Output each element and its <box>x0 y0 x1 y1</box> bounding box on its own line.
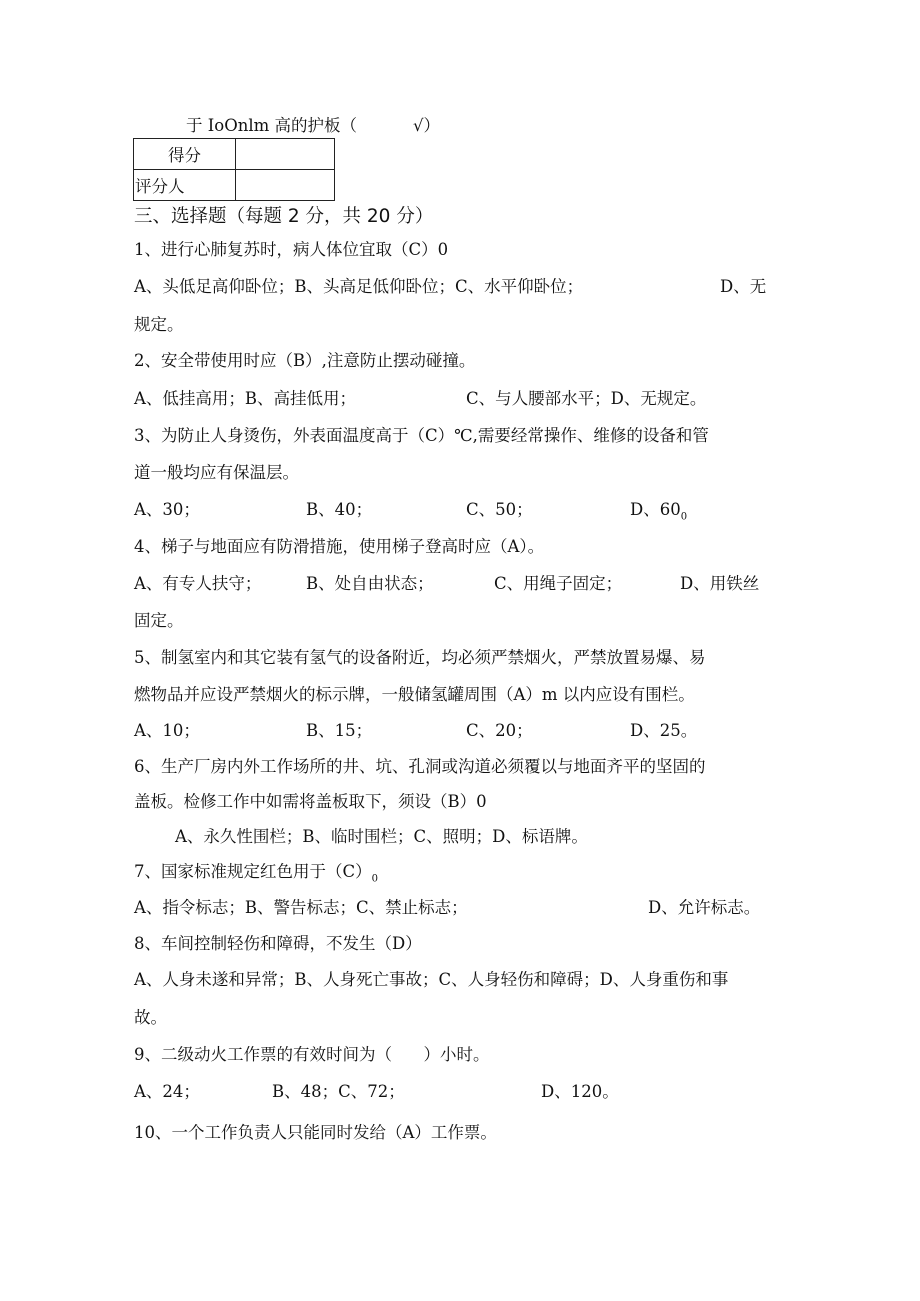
question-2-options-ab: A、低挂高用；B、高挂低用； <box>134 389 357 408</box>
question-3-option-b: B、40； <box>306 500 373 519</box>
question-2-options-cd: C、与人腰部水平；D、无规定。 <box>466 389 707 408</box>
question-6-stem-line2: 盖板。检修工作中如需将盖板取下，须设（B）0 <box>134 792 487 811</box>
grader-row <box>134 170 335 201</box>
question-5-stem-line1: 5、制氢室内和其它装有氢气的设备附近，均必须严禁烟火，严禁放置易爆、易 <box>134 648 706 667</box>
question-4-option-c: C、用绳子固定； <box>494 574 623 593</box>
question-10-stem: 10、一个工作负责人只能同时发给（A）工作票。 <box>134 1123 497 1142</box>
question-7-stem <box>134 860 378 891</box>
section-title: 三、选择题（每题 2 分，共 20 分） <box>134 206 434 227</box>
question-4-option-b: B、处自由状态； <box>306 574 434 593</box>
question-7-stem-text: 7、国家标准规定红色用于（C） <box>134 862 372 881</box>
question-5-option-a: A、10； <box>134 721 200 740</box>
question-9-option-a: A、24； <box>134 1082 200 1101</box>
question-1-stem: 1、进行心肺复苏时，病人体位宜取（C）0 <box>134 240 449 259</box>
question-2-stem: 2、安全带使用时应（B）,注意防止摆动碰撞。 <box>134 351 476 370</box>
grader-label: 评分人 <box>134 170 236 201</box>
score-value-cell[interactable] <box>236 139 335 170</box>
grader-value-cell[interactable] <box>236 170 335 201</box>
question-3-option-d-sub: 0 <box>680 511 688 523</box>
question-4-wrap: 固定。 <box>134 611 184 630</box>
question-5-stem-line2: 燃物品并应设严禁烟火的标示牌，一般储氢罐周围（A）m 以内应设有围栏。 <box>134 685 695 704</box>
question-5-option-d: D、25。 <box>630 721 698 740</box>
question-4-option-a: A、有专人扶守； <box>134 574 262 593</box>
question-3-stem-line1: 3、为防止人身烫伤，外表面温度高于（C）℃,需要经常操作、维修的设备和管 <box>134 426 709 445</box>
question-3-option-a: A、30； <box>134 500 200 519</box>
question-9-options-bc: B、48；C、72； <box>272 1082 405 1101</box>
question-3-stem-line2: 道一般均应有保温层。 <box>134 463 299 482</box>
question-8-options: A、人身未遂和异常；B、人身死亡事故；C、人身轻伤和障碍；D、人身重伤和事 <box>134 970 729 989</box>
score-table <box>133 138 335 201</box>
question-1-option-d: D、无 <box>720 277 767 296</box>
question-9-stem: 9、二级动火工作票的有效时间为（ ）小时。 <box>134 1045 490 1064</box>
question-9-option-d: D、120。 <box>541 1082 619 1101</box>
question-3-option-d-text: D、60 <box>630 500 681 519</box>
question-8-wrap: 故。 <box>134 1008 167 1027</box>
question-4-option-d: D、用铁丝 <box>680 574 760 593</box>
question-4-stem: 4、梯子与地面应有防滑措施，使用梯子登高时应（A）。 <box>134 537 545 556</box>
score-row <box>134 139 335 170</box>
question-7-stem-sub: 0 <box>371 873 378 885</box>
question-1-options: A、头低足高仰卧位；B、头高足低仰卧位；C、水平仰卧位； <box>134 277 584 296</box>
question-6-options: A、永久性围栏；B、临时围栏；C、照明；D、标语牌。 <box>175 827 588 846</box>
question-3-option-c: C、50； <box>466 500 533 519</box>
score-label: 得分 <box>134 139 236 170</box>
question-6-stem-line1: 6、生产厂房内外工作场所的井、坑、孔洞或沟道必须覆以与地面齐平的坚固的 <box>134 757 706 776</box>
question-7-options-abc: A、指令标志；B、警告标志；C、禁止标志； <box>134 898 468 917</box>
answer-check-mark: √） <box>413 116 441 135</box>
question-7-option-d: D、允许标志。 <box>648 898 761 917</box>
question-3-option-d <box>630 498 687 529</box>
question-5-option-b: B、15； <box>306 721 373 740</box>
question-1-wrap: 规定。 <box>134 315 184 334</box>
question-8-stem: 8、车间控制轻伤和障碍，不发生（D） <box>134 934 422 953</box>
carryover-line: 于 IoOnlm 高的护板（ <box>186 116 358 135</box>
question-5-option-c: C、20； <box>466 721 533 740</box>
